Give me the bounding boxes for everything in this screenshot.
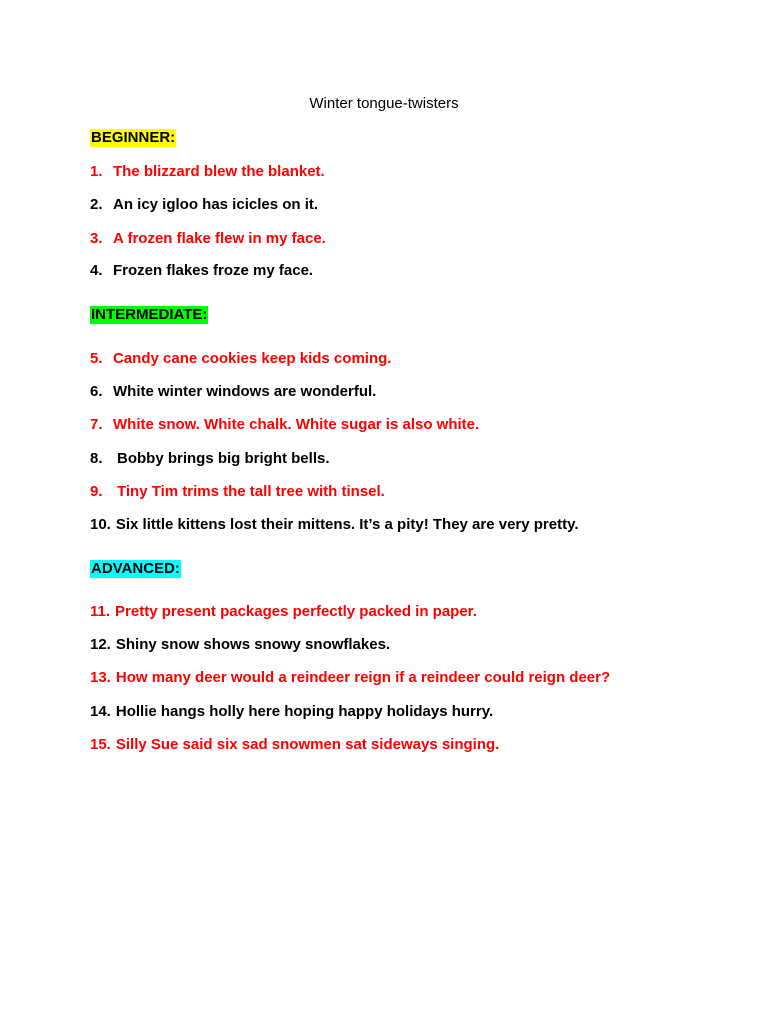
item-number: 9. bbox=[90, 483, 103, 500]
item-text: Hollie hangs holly here hoping happy holidays hurry. bbox=[115, 703, 494, 720]
list-item bbox=[90, 261, 313, 281]
list-item bbox=[90, 635, 390, 655]
item-number: 13. bbox=[90, 669, 111, 686]
item-number: 12. bbox=[90, 636, 111, 653]
list-item bbox=[90, 449, 330, 469]
item-number: 1. bbox=[90, 163, 103, 180]
list-item bbox=[90, 349, 391, 369]
item-text: How many deer would a reindeer reign if a reindeer could reign deer? bbox=[115, 669, 611, 686]
list-item bbox=[90, 668, 610, 688]
item-number: 7. bbox=[90, 416, 103, 433]
item-number: 10. bbox=[90, 516, 111, 533]
item-text: Tiny Tim trims the tall tree with tinsel. bbox=[117, 483, 385, 500]
item-number: 4. bbox=[90, 262, 103, 279]
item-number: 15. bbox=[90, 736, 111, 753]
list-item bbox=[90, 702, 493, 722]
intermediate-label: INTERMEDIATE: bbox=[91, 306, 208, 323]
item-text: An icy igloo has icicles on it. bbox=[113, 196, 319, 213]
item-text: The blizzard blew the blanket. bbox=[113, 163, 325, 180]
list-item bbox=[90, 162, 325, 182]
list-item bbox=[90, 229, 326, 249]
item-number: 3. bbox=[90, 230, 103, 247]
item-text: Pretty present packages perfectly packed in paper. bbox=[115, 603, 477, 620]
list-item bbox=[90, 195, 318, 215]
list-item bbox=[90, 382, 376, 402]
item-text: Bobby brings big bright bells. bbox=[117, 450, 330, 467]
document-title: Winter tongue-twisters bbox=[309, 95, 459, 112]
list-item bbox=[90, 515, 579, 535]
item-text: White winter windows are wonderful. bbox=[113, 383, 377, 400]
item-text: Six little kittens lost their mittens. It’s a pity! They are very pretty. bbox=[115, 516, 579, 533]
list-item bbox=[90, 735, 499, 755]
list-item bbox=[90, 482, 385, 502]
list-item bbox=[90, 415, 479, 435]
item-number: 6. bbox=[90, 383, 103, 400]
item-text: Candy cane cookies keep kids coming. bbox=[113, 350, 392, 367]
item-number: 8. bbox=[90, 450, 103, 467]
item-text: Silly Sue said six sad snowmen sat sideways singing. bbox=[115, 736, 500, 753]
item-text: A frozen flake flew in my face. bbox=[113, 230, 326, 247]
item-text: Frozen flakes froze my face. bbox=[113, 262, 314, 279]
beginner-label: BEGINNER: bbox=[91, 129, 176, 146]
item-number: 2. bbox=[90, 196, 103, 213]
item-text: White snow. White chalk. White sugar is also white. bbox=[113, 416, 480, 433]
advanced-label: ADVANCED: bbox=[91, 560, 180, 577]
list-item bbox=[90, 602, 477, 622]
item-text: Shiny snow shows snowy snowflakes. bbox=[115, 636, 391, 653]
item-number: 11. bbox=[90, 603, 111, 620]
item-number: 5. bbox=[90, 350, 103, 367]
item-number: 14. bbox=[90, 703, 111, 720]
